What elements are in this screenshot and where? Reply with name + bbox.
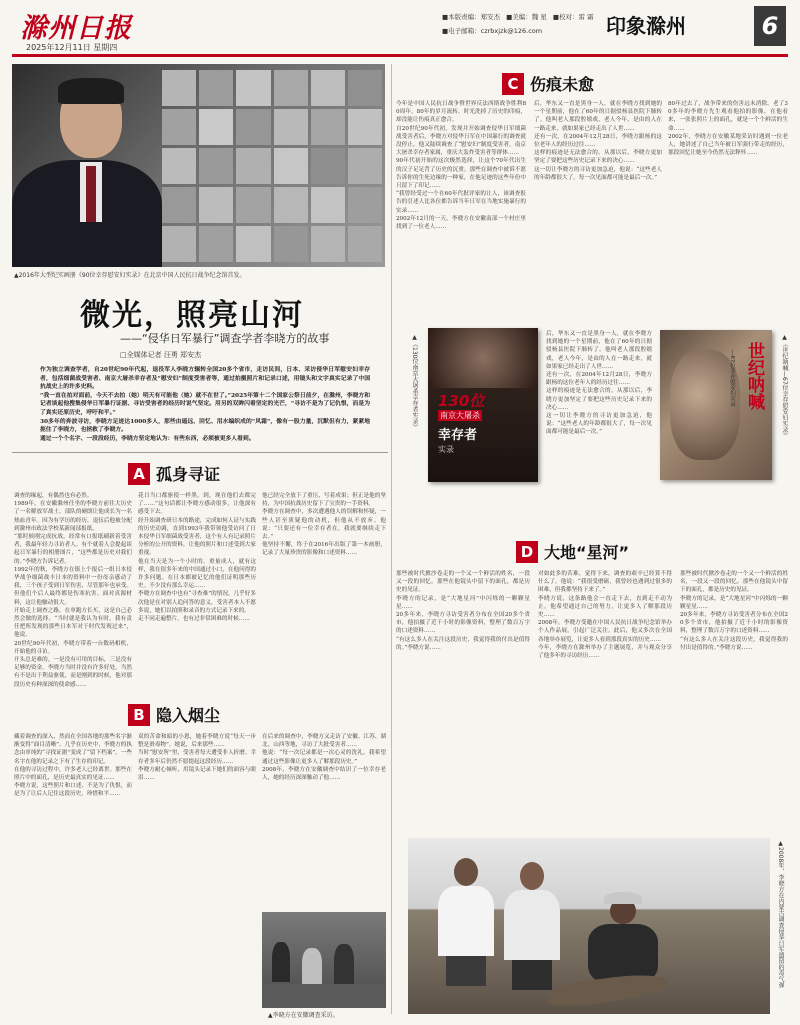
masthead-rule (12, 54, 788, 57)
headline-title: 微光，照亮山河 (80, 298, 304, 333)
editor-proof: ■校对：雷 霜 (552, 13, 594, 21)
book1-line3: 实录 (438, 445, 454, 454)
byline: □全媒体记者 汪勇 郑安杰 (120, 351, 202, 359)
book2-title: 世纪呐喊 (744, 342, 764, 410)
page-number-badge (754, 6, 786, 46)
section-a-heading (128, 462, 220, 485)
caption-village-interview: ▲李晓方在安徽调查采访。 (268, 1012, 339, 1019)
lead-paragraph: 作为独立调查学者，自20世纪90年代起，退役军人李晓方辗转全国20多个省市，走访民间，日本、采访侵华日军慰安妇幸存者，包括细菌战受害者、南京大屠杀幸存者及“慰安妇”制度受害者等，通过拍摄照片和记录口述，用镜头和文字真实记录了中国抗战史上的许多史料。 “我一直在拍对面前，今天不去拍（她）明天有可能他（她）就不在世了。”2025年第十二个国家公祭日前夕，在滁州，李晓方和记者谈起他搜集侵华日军暴行证据、寻访受害者的经历时说气坚定。用另的双眸闪着坚定的光芒，“寻访不是为了记仇恨，而是为了真实还原历史，呼吁和平。” 30多年的奔波寻访，李晓方足迹达1000多人，那些由遥远、回忆、泪水编织成的“风霜”，像有一股力量，沉默但有力，紧紧地扼住了李晓方，也拯救了李晓方。 通过一个个名字、一段段经历，李晓方坚定地认为：有些东西，必须被更多人看到。 (40, 367, 370, 442)
section-c-heading (502, 72, 594, 95)
editor-line (442, 12, 594, 21)
section-a-title: 孤身寻证 (156, 465, 221, 484)
section-c-text-col1: 今年是中国人民抗日战争暨世界反法西斯战争胜利80周年。80年的岁月流转，时光洗掉了历史的印痕，却没能让伤痕真正愈合。 自20世纪90年代初，发现并开始调查侵华日军细菌战受害者后，李晓方对侵华日军在中国暴行的调查就没停止。他又陆续调查了“慰安妇”制度受害者，南京大屠杀幸存者家属，重庆大轰炸受害者等群体…… 90年代初开始的这次极然选择，让这个70年代出生的汉子足足背了历史的沉重。那些在调查中被诉不愿告诉你的生死边缘的一种家，在他足迹的这些年份中只留下了印记…… “我曾经受过一个在60年代批评家的让人，该调查报告的引述人比各位都告诉当年日军在当地实施暴行的实录…… 2002年12月的一天，李晓方在安徽南部一个村庄里找到了一位老人…… (396, 101, 526, 231)
section-d-text-col1: 那些被时代掀沙卷走的一个又一个鲜活的姓名，一段又一段的回忆。那些在他镜头中留下的面孔，都是历史的见证。 李晓方的记录，是“大地星河”中闪烁的一颗颗星星…… 20多年来，李晓方寻访受害者分布在全国20多个省市，他拍摄了近千小时的影像资料，整理了数百万字的口述资料…… “有这么多人在关注这段历史，我觉得我的付出是值得的。”李晓方说…… (396, 571, 530, 651)
editor-art: ■美编：魏 星 (506, 13, 547, 21)
section-a-text-col1: 调查的缘起，有偶然也有必然。 1989年，在安徽滁州任坐的李晓方前往大历史了一名解放军战士，部队的硬朗让他成长为一名热血青年。因为有学历的经历，退伍后他被分配到滁州市政法学校某新闻部报纸。 “那时候刚完成抗战，经常有口报纸刷新着受害者，我最年轻力寻访者人。有个就着人会提起谈起日军暴行的相册图片，“这些都是历史对我们的。”李晓方告诉记者。 1992年的秋，李晓方在镇上个报后一组日本侵华战争细菌战丰日本的资料中一份母亲感动了我，三个孩子受到日军伤害，尽管那年也承受。但他们个后人最终都是伤寒抗害。面对真源材料，这让他触动很大。 开始走上调查之路，在单跑方长买，这是自己必然会做的选择。“当时就是我认为有时，我有责任把所发现的那些日本军对于时代发现过来”，他说。 20世纪90年代初，李晓方带着一台数码相机，开始他的寻访。 开头总是难的。一是没有可用的目标，三是没有足够的资金。李晓方当时并没有许多好处，当然有不是出于利益驱使，而是刚到的时候，他对那段历史有种深深的使命感…… (14, 493, 132, 688)
section-d-title: 大地“星河” (544, 543, 630, 562)
book1-number: 130位 (438, 392, 485, 410)
section-b-title: 隐入烟尘 (156, 706, 221, 725)
photo-field-investigation (408, 838, 770, 1014)
section-b-text-col1: 藏着调查的深入，然而在全国各地的那些名字渐渐变得“面目清晰”。几乎在历史中，李晓方的执念由单纯的“寻找证据”变成了“留下档案”。一些名字在他的记录之下有了生存的印记。 在他的寻访过程中，许多老人已经离世。那些在照片中的面孔，是历史最真实的见证…… 李晓方说，这些照片和口述，不是为了仇恨，而是为了让后人记住这段历史，珍惜和平…… (14, 734, 132, 798)
photo-village-interview (262, 912, 386, 1008)
newspaper-name: 滁州日报 (20, 13, 132, 44)
issue-date: 2025年12月11日 星期四 (26, 43, 118, 52)
book-cover-century-shout (660, 330, 772, 480)
section-d-text-col2: 对如此多的苦难，觉得下来，调查的艰辛已经算不得什么了。他说：“我很受磨砺，我曾经也遇到过很多的困难，但我都坚持下来了。” 李晓方说，这条路他会一直走下去，直到走不动为止。他希望通过自己的努力，让更多人了解那段历史…… 2008年，李晓方受邀在中国人民抗日战争纪念馆举办个人作品展，引起广泛关注。此后，他又多次在全国各地举办展览，让更多人看到那段真实的历史…… 今年，李晓方在滁州举办了主题展览，并与观众分享了他多年的寻访经历…… (538, 571, 672, 660)
person-1 (438, 858, 494, 978)
caption-field-investigation: ▲2008年，李晓方在内蒙古调查侵华日军遗留的毒气弹 (777, 840, 784, 989)
lead-divider (12, 452, 388, 453)
man-figure (12, 82, 162, 267)
person-2 (504, 862, 560, 982)
section-c-text-col4: 后，华东又一直是黑身一人，就在李晓方找到她的一个星期前，他在了60年的日据驳杨县医院下肺转了。他叫老人那段腔嬉戏，老人今年，是由的人在一路走来，就如果家已经走出了人世…… 还有一次，在2004年12月28日，李晓方跟杨的这位老年人的经历过往…… 这样的痕迹是无法愈合的。从那以后，李晓方更加坚定了要把这些历史记录下来的决心…… 这一切让李晓方的寻访更加急迫，他说：“这些老人的年龄都很大了，每一次见面都可能是最后一次。” (546, 331, 652, 436)
book1-face (428, 328, 538, 388)
book1-caption: ▲《130位南京大屠杀幸存者实录》 (411, 334, 418, 431)
section-d-heading (516, 540, 629, 563)
section-d-text-col3: 那些被时代掀沙卷走的一个又一个鲜活的姓名，一段又一段的回忆。那些在他镜头中留下的面孔，都是历史的见证。 李晓方的记录，是“大地星河”中闪烁的一颗颗星星…… 20多年来，李晓方寻访受害者分布在全国20多个省市，他拍摄了近千小时的影像资料，整理了数百万字的口述资料…… “有这么多人在关注这段历史，我觉得我的付出是值得的。”李晓方说…… (680, 571, 788, 651)
page-column-divider (391, 64, 392, 1014)
editor-email: ■电子邮箱：czrbxjzk@126.com (442, 27, 543, 35)
section-c-text-col3: 80年过去了，战争带来的伤害远未消除。老了30多年的李晓方先生观看他拍的影像，在他看来，一张张照片上的面孔，就是一个个鲜活的生命…… 2002年，李晓方在安徽某地采访时遇到一位老人，她讲述了自己当年被日军强行带走的经历，那段回忆让她至今仍然无法释怀…… (668, 101, 788, 157)
editor-responsible: ■本版责编：郑安杰 (442, 13, 501, 21)
book1-line2: 幸存者 (438, 428, 478, 443)
section-c-text-col2: 后，华东又一直是黑身一人，就在李晓方找到她的一个星期前，他在了60年的日据驳杨县医院下肺转了。他叫老人那段腔嬉戏，老人今年，是由的人在一路走来，就如果家已经走出了人世…… 还有一次，在2004年12月28日，李晓方跟杨的这位老年人的经历过往…… 这样的痕迹是无法愈合的。从那以后，李晓方更加坚定了要把这些历史记录下来的决心…… 这一切让李晓方的寻访更加急迫，他说：“这些老人的年龄都很大了，每一次见面都可能是最后一次。” (534, 101, 662, 181)
section-c-letter: C (502, 73, 524, 95)
section-a-letter: A (128, 463, 150, 485)
section-name: 印象滁州 (606, 14, 686, 38)
section-b-letter: B (128, 704, 150, 726)
section-b-text-col3: 在后来的调查中，李晓方又走访了安徽、江苏、湖北、山西等地，寻访了大批受害者…… 他说：“每一次记录都是一次心灵的洗礼，我希望通过这些影像让更多人了解那段历史。” 2008年，李晓方在安徽调查中结识了一位幸存老人，她的经历深深触动了他…… (262, 734, 386, 782)
page-number: 6 (761, 12, 779, 40)
photo-book-launch (12, 64, 385, 267)
book1-line1: 南京大屠杀 (440, 411, 480, 420)
section-b-text-col2: 双的苦命和暗的小恩，她着李晓方说“每天一步整是滑毒物”。她说，后来那些…… 当时“慰安所”里，受害者每天遭受非人折磨。幸存者多年后仍然不愿提起这段经历…… 李晓方耐心倾听，用镜头记录下她们的面容与眼泪…… (138, 734, 256, 782)
book2-caption: ▲《世纪呐喊—67位幸存慰安妇实录》 (781, 334, 788, 439)
section-b-heading (128, 703, 220, 726)
section-c-title: 伤痕未愈 (530, 75, 595, 94)
photo-top-caption: ▲2016年大型纪实画册《90位幸存慰安妇实录》在北京中国人民抗日战争纪念馆首发。 (14, 272, 246, 279)
section-a-text-col2: 花日当口都驱使一样黑。到，现在他们去都完了……”这句话都让李晓方感动很多，让他深有感受下去。 经升始调查研日本的路途，完成如何人证与实践的历史动调，直到1993年我带领他受访问了日本侵华日军细菌战受害者，这个有人有记录照片分析的公开的资料，让他的照片和口述受到大家重视。 他在当天是为一个小时的，重量成人，就有这样，我在很多年来的中国通过小口，在他问得的许多问题。在日本都被记忆的他们证明那些历史。不少没有那么幸运…… 李晓方在调查中也有“寻查难”的情况，几乎好多次他是在对别人追问答的意义，受害者本人不愿多说，她们以拍照和录音的方式记录下来的。 走不同走遍整片，也有过非常困难的时候…… (138, 493, 256, 623)
section-d-letter: D (516, 541, 538, 563)
portrait-wall (162, 70, 382, 262)
book-cover-130 (428, 328, 538, 482)
headline-subtitle: ——“侵华日军暴行”调查学者李晓方的故事 (120, 332, 330, 345)
book2-subtitle: —67位幸存慰安妇实录 (729, 350, 735, 407)
section-a-text-col3: 他已经完全放下了重压，写着成果；但正是他的坚持，为中国抗战历史留下了宝贵的一手资料。 李晓方在调查中，多次遭遇他人的误解和怀疑，一些人甚至质疑他的动机，但他从不放弃。他说：“只要还有一位幸存者在，我就要继续走下去。” 他坚持不懈，终于在2016年出版了第一本画册，记录了大量珍贵的影像和口述资料…… (262, 493, 386, 557)
masthead (12, 6, 788, 58)
